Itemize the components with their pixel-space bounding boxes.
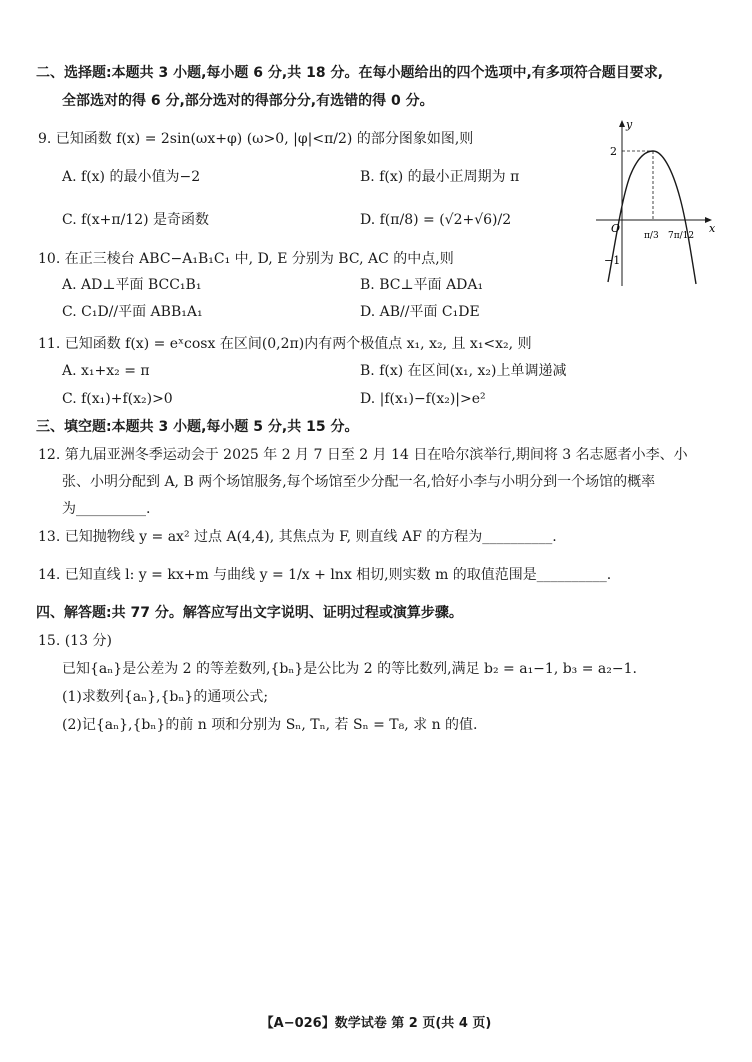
q11-stem: 11. 已知函数 f(x) = eˣcosx 在区间(0,2π)内有两个极值点 x₁, x₂, 且 x₁<x₂, 则 — [38, 336, 532, 352]
x-peak-label: π/3 — [644, 231, 659, 241]
q11-option-d: D. |f(x₁)−f(x₂)|>e² — [360, 391, 486, 407]
q15-part1: (1)求数列{aₙ},{bₙ}的通项公式; — [62, 689, 269, 705]
q9-option-b: B. f(x) 的最小正周期为 π — [360, 169, 520, 185]
q9-option-d: D. f(π/8) = (√2+√6)/2 — [360, 212, 512, 228]
q10-option-b: B. BC⊥平面 ADA₁ — [360, 277, 484, 293]
section3-heading: 三、填空题:本题共 3 小题,每小题 5 分,共 15 分。 — [36, 419, 359, 435]
q10-stem: 10. 在正三棱台 ABC−A₁B₁C₁ 中, D, E 分别为 BC, AC 的中点,则 — [38, 251, 454, 267]
q9-option-c: C. f(x+π/12) 是奇函数 — [62, 212, 210, 228]
q12-line3: 为__________. — [62, 501, 151, 517]
section2-heading: 二、选择题:本题共 3 小题,每小题 6 分,共 18 分。在每小题给出的四个选项中,有多项符合题目要求, — [36, 65, 664, 81]
y-axis-arrow — [619, 120, 625, 127]
q11-option-a: A. x₁+x₂ = π — [62, 363, 150, 379]
q10-option-c: C. C₁D//平面 ABB₁A₁ — [62, 304, 203, 320]
sine-curve — [608, 151, 696, 284]
origin-label: O — [611, 222, 621, 235]
q10-option-d: D. AB//平面 C₁DE — [360, 304, 480, 320]
q12-line1: 12. 第九届亚洲冬季运动会于 2025 年 2 月 7 日至 2 月 14 日在哈尔滨举行,期间将 3 名志愿者小李、小 — [38, 447, 688, 463]
q9-option-a: A. f(x) 的最小值为−2 — [62, 169, 201, 185]
q12-line2: 张、小明分配到 A, B 两个场馆服务,每个场馆至少分配一名,恰好小李与小明分到一个场馆的概率 — [62, 474, 656, 490]
q9-stem: 9. 已知函数 f(x) = 2sin(ωx+φ) (ω>0, |φ|<π/2) 的部分图象如图,则 — [38, 131, 474, 147]
y-axis-label: y — [626, 118, 633, 131]
q13-stem: 13. 已知抛物线 y = ax² 过点 A(4,4), 其焦点为 F, 则直线 AF 的方程为__________. — [38, 529, 557, 545]
section2-heading-line2: 全部选对的得 6 分,部分选对的得部分分,有选错的得 0 分。 — [62, 93, 434, 109]
q15-heading: 15. (13 分) — [38, 633, 112, 649]
q11-option-b: B. f(x) 在区间(x₁, x₂)上单调递减 — [360, 363, 567, 379]
y-max-label: 2 — [610, 145, 617, 158]
y-neg-label: −1 — [604, 254, 621, 267]
x-zero-label: 7π/12 — [668, 231, 695, 241]
q14-stem: 14. 已知直线 l: y = kx+m 与曲线 y = 1/x + lnx 相切,则实数 m 的取值范围是__________. — [38, 567, 612, 583]
section4-heading: 四、解答题:共 77 分。解答应写出文字说明、证明过程或演算步骤。 — [36, 605, 463, 621]
x-axis-label: x — [709, 222, 716, 235]
q10-option-a: A. AD⊥平面 BCC₁B₁ — [62, 277, 202, 293]
q15-body: 已知{aₙ}是公差为 2 的等差数列,{bₙ}是公比为 2 的等比数列,满足 b₂ = a₁−1, b₃ = a₂−1. — [62, 661, 637, 677]
q9-sine-graph — [592, 118, 722, 288]
q15-part2: (2)记{aₙ},{bₙ}的前 n 项和分别为 Sₙ, Tₙ, 若 Sₙ = T₈, 求 n 的值. — [62, 717, 478, 733]
page-footer: 【A−026】数学试卷 第 2 页(共 4 页) — [260, 1016, 492, 1031]
q11-option-c: C. f(x₁)+f(x₂)>0 — [62, 391, 173, 407]
